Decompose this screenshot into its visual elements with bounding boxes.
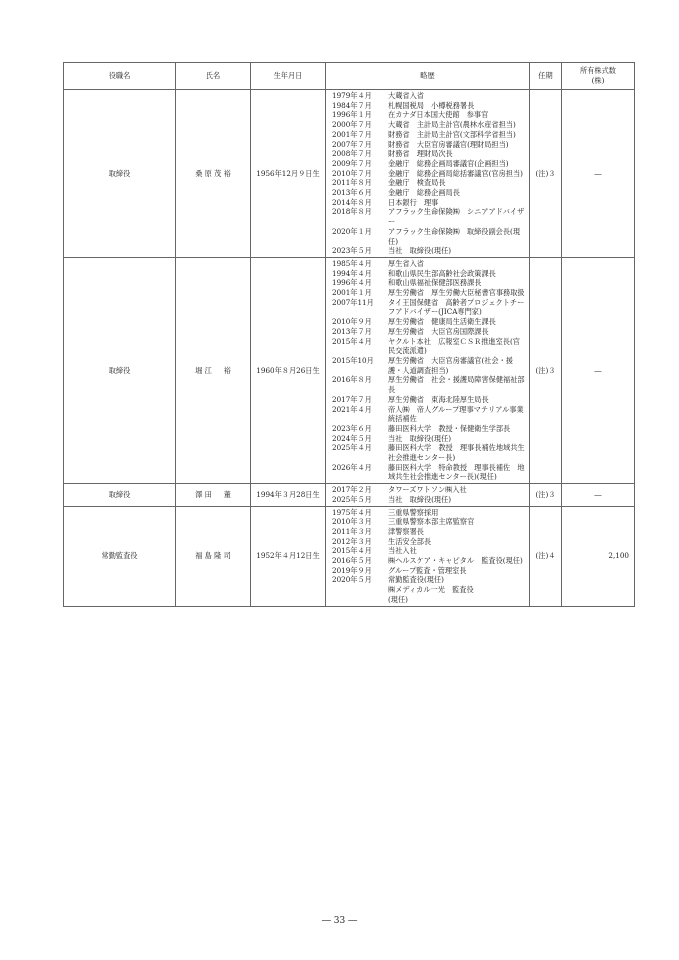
officer-row — [64, 257, 635, 483]
career-entry — [332, 288, 526, 298]
career-description: 厚生労働省 東海北陸厚生局長 — [388, 394, 489, 404]
career-date: 2015年10月 — [332, 355, 374, 365]
career-date: 1996年４月 — [332, 278, 372, 288]
career-entry — [332, 91, 526, 101]
officers-body — [64, 90, 635, 607]
career-description: アフラック生命保険㈱ 取締役副会長(現任) — [388, 226, 521, 246]
career-date: 2017年２月 — [332, 485, 372, 495]
career-description: 帝人㈱ 帝人グループ理事マテリアル事業統括補佐 — [388, 404, 524, 424]
career-entry — [332, 424, 526, 434]
career-entry — [332, 395, 526, 405]
career-entry — [332, 149, 526, 159]
career-entry — [332, 278, 526, 288]
career-date: 2012年３月 — [332, 536, 372, 546]
career-date: 2018年８月 — [332, 207, 372, 217]
career-date: 2024年５月 — [332, 433, 372, 443]
career-date: 2025年４月 — [332, 443, 372, 453]
career-entry — [332, 485, 526, 495]
career-description: ヤクルト本社 広報室ＣＳＲ推進室長(官民交流派遣) — [388, 336, 520, 356]
career-entry — [332, 595, 526, 605]
career-date: 2010年７月 — [332, 168, 372, 178]
page-number: ― 33 ― — [321, 916, 358, 926]
career-entry — [332, 227, 526, 246]
career-entry — [332, 298, 526, 317]
career-entry — [332, 159, 526, 169]
career-description: 三重県警察採用 — [388, 507, 439, 517]
officer-career — [326, 90, 530, 258]
career-description: 財務省 大臣官房審議官(理財局担当) — [388, 139, 509, 149]
career-date: 1994年４月 — [332, 268, 372, 278]
career-entry — [332, 375, 526, 394]
career-entry — [332, 198, 526, 208]
career-description: 金融庁 総務企画局審議官(企画担当) — [388, 158, 509, 168]
career-date: 2007年７月 — [332, 139, 372, 149]
career-date: 1996年１月 — [332, 110, 372, 120]
career-entry — [332, 120, 526, 130]
career-entry — [332, 356, 526, 375]
career-date: 2010年９月 — [332, 317, 372, 327]
career-description: 日本銀行 理事 — [388, 197, 439, 207]
officer-name: 澤 田 董 — [176, 484, 251, 506]
career-entry — [332, 585, 526, 595]
career-entry — [332, 556, 526, 566]
career-description: (現任) — [388, 594, 408, 604]
career-date: 2017年７月 — [332, 394, 372, 404]
career-description: タイ王国保健省 高齢者プロジェクトチーフアドバイザー(JICA専門家) — [388, 297, 525, 317]
career-date: 2014年８月 — [332, 197, 372, 207]
career-entry — [332, 101, 526, 111]
career-date — [332, 595, 388, 605]
career-entry — [332, 140, 526, 150]
career-description: 厚生省入省 — [388, 258, 424, 268]
career-description: 和歌山県民生部高齢社会政策課長 — [388, 268, 496, 278]
career-description: タワーズワトソン㈱入社 — [388, 485, 467, 495]
career-date: 2016年８月 — [332, 375, 372, 385]
career-description: 当社入社 — [388, 546, 417, 556]
career-description: 当社 取締役(現任) — [388, 433, 452, 443]
career-date: 1979年４月 — [332, 91, 372, 100]
career-description: 津警察署長 — [388, 526, 424, 536]
career-date: 2015年４月 — [332, 546, 372, 556]
career-date: 2023年５月 — [332, 246, 372, 256]
career-date: 2016年５月 — [332, 556, 372, 566]
career-description: 藤田医科大学 特命教授 理事長補佐 地域共生社会推進センター長)(現任) — [388, 462, 525, 482]
career-date: 2008年７月 — [332, 149, 372, 159]
career-date: 2011年８月 — [332, 178, 372, 188]
career-entry — [332, 207, 526, 226]
officer-term: (注)３ — [530, 90, 562, 258]
career-entry — [332, 337, 526, 356]
career-date: 2015年４月 — [332, 336, 372, 346]
career-date: 2013年７月 — [332, 326, 372, 336]
career-date: 2011年３月 — [332, 526, 372, 536]
career-entry — [332, 443, 526, 462]
career-entry — [332, 130, 526, 140]
officer-row — [64, 90, 635, 258]
career-description: 生活安全部長 — [388, 536, 432, 546]
career-description: アフラック生命保険㈱ シニアアドバイザー — [388, 207, 525, 227]
career-description: 財務省 理財局次長 — [388, 149, 453, 159]
career-entry — [332, 317, 526, 327]
career-entry — [332, 463, 526, 482]
career-entry — [332, 169, 526, 179]
career-description: 大蔵省入省 — [388, 91, 424, 100]
career-description: ㈱ヘルスケア・キャピタル 監査役(現任) — [388, 556, 523, 566]
officer-row — [64, 484, 635, 506]
career-description: 当社 取締役(現任) — [388, 246, 452, 256]
career-description: 厚生労働省 健康局生活衛生課長 — [388, 317, 496, 327]
header-name: 氏名 — [176, 63, 251, 90]
career-description: 大蔵省 主計局主計官(農林水産省担当) — [388, 120, 516, 130]
career-date: 2001年７月 — [332, 129, 372, 139]
header-position: 役職名 — [64, 63, 176, 90]
career-date: 2026年４月 — [332, 462, 372, 472]
officer-shares: ― — [562, 484, 635, 506]
career-entry — [332, 110, 526, 120]
career-entry — [332, 188, 526, 198]
career-entry — [332, 495, 526, 505]
officer-name: 桑 原 茂 裕 — [176, 90, 251, 258]
officer-shares: ― — [562, 90, 635, 258]
career-description: 財務省 主計局主計官(文部科学省担当) — [388, 129, 516, 139]
officer-career — [326, 506, 530, 606]
career-date: 2020年５月 — [332, 575, 372, 585]
officer-shares: 2,100 — [562, 506, 635, 606]
header-shares-line2: (株) — [591, 76, 605, 85]
officer-name: 堀 江 裕 — [176, 257, 251, 483]
header-shares — [562, 63, 635, 90]
career-description: ㈱メディカル一光 監査役 — [388, 585, 474, 595]
officer-row — [64, 506, 635, 606]
career-description: 札幌国税局 小樽税務署長 — [388, 100, 475, 110]
career-description: 三重県警察本部主席監察官 — [388, 517, 475, 527]
header-career: 略歴 — [326, 63, 530, 90]
officer-birth: 1952年４月12日生 — [251, 506, 326, 606]
career-description: 金融庁 総務企画局長 — [388, 188, 460, 198]
career-entry — [332, 566, 526, 576]
career-date: 2001年１月 — [332, 288, 372, 298]
officer-position: 取締役 — [64, 484, 176, 506]
officer-term: (注)３ — [530, 484, 562, 506]
career-date: 1975年４月 — [332, 507, 372, 517]
officer-birth: 1956年12月９日生 — [251, 90, 326, 258]
officer-birth: 1960年８月26日生 — [251, 257, 326, 483]
career-date: 2019年９月 — [332, 565, 372, 575]
header-term: 任期 — [530, 63, 562, 90]
career-entry — [332, 434, 526, 444]
career-description: 当社 取締役(現任) — [388, 494, 452, 504]
career-description: 厚生労働省 厚生労働大臣秘書官事務取扱 — [388, 288, 525, 298]
career-entry — [332, 269, 526, 279]
career-description: 常勤監査役(現任) — [388, 575, 444, 585]
career-description: 厚生労働省 社会・援護局障害保健福祉部長 — [388, 375, 525, 395]
officer-position: 取締役 — [64, 90, 176, 258]
career-description: 藤田医科大学 教授 理事長補佐地域共生社会推進センター長) — [388, 443, 525, 463]
career-description: 金融庁 総務企画局総括審議官(官房担当) — [388, 168, 523, 178]
career-date: 2000年７月 — [332, 120, 372, 130]
officer-term: (注)４ — [530, 506, 562, 606]
career-entry — [332, 575, 526, 585]
career-entry — [332, 546, 526, 556]
officer-position: 常勤監査役 — [64, 506, 176, 606]
career-entry — [332, 537, 526, 547]
career-date: 2021年４月 — [332, 404, 372, 414]
career-entry — [332, 405, 526, 424]
career-entry — [332, 259, 526, 269]
career-date: 1984年７月 — [332, 100, 372, 110]
officer-shares: ― — [562, 257, 635, 483]
career-description: グループ監査・管理室長 — [388, 565, 467, 575]
header-birth: 生年月日 — [251, 63, 326, 90]
officer-birth: 1994年３月28日生 — [251, 484, 326, 506]
career-description: 和歌山県福祉保健部医務課長 — [388, 278, 482, 288]
career-description: 厚生労働省 大臣官房審議官(社会・援護・人道調査担当) — [388, 355, 513, 375]
career-entry — [332, 327, 526, 337]
officer-career — [326, 484, 530, 506]
career-description: 厚生労働省 大臣官房国際課長 — [388, 326, 489, 336]
career-entry — [332, 508, 526, 518]
career-date: 2025年５月 — [332, 494, 372, 504]
officer-career — [326, 257, 530, 483]
career-description: 藤田医科大学 教授・保健衛生学部長 — [388, 423, 511, 433]
career-description: 金融庁 検査局長 — [388, 178, 446, 188]
career-date: 2009年７月 — [332, 158, 372, 168]
header-shares-line1: 所有株式数 — [580, 66, 616, 76]
career-date: 2010年３月 — [332, 517, 372, 527]
career-date — [332, 585, 388, 595]
career-date: 2020年１月 — [332, 226, 372, 236]
officer-position: 取締役 — [64, 257, 176, 483]
career-entry — [332, 527, 526, 537]
header-row — [64, 63, 635, 90]
career-entry — [332, 178, 526, 188]
career-entry — [332, 517, 526, 527]
officer-term: (注)３ — [530, 257, 562, 483]
officers-table — [63, 62, 635, 607]
officer-name: 福 島 隆 司 — [176, 506, 251, 606]
career-date: 2023年６月 — [332, 423, 372, 433]
career-date: 1985年４月 — [332, 258, 372, 268]
career-entry — [332, 246, 526, 256]
career-description: 在カナダ日本国大使館 参事官 — [388, 110, 489, 120]
career-date: 2013年６月 — [332, 188, 372, 198]
career-date: 2007年11月 — [332, 297, 374, 307]
